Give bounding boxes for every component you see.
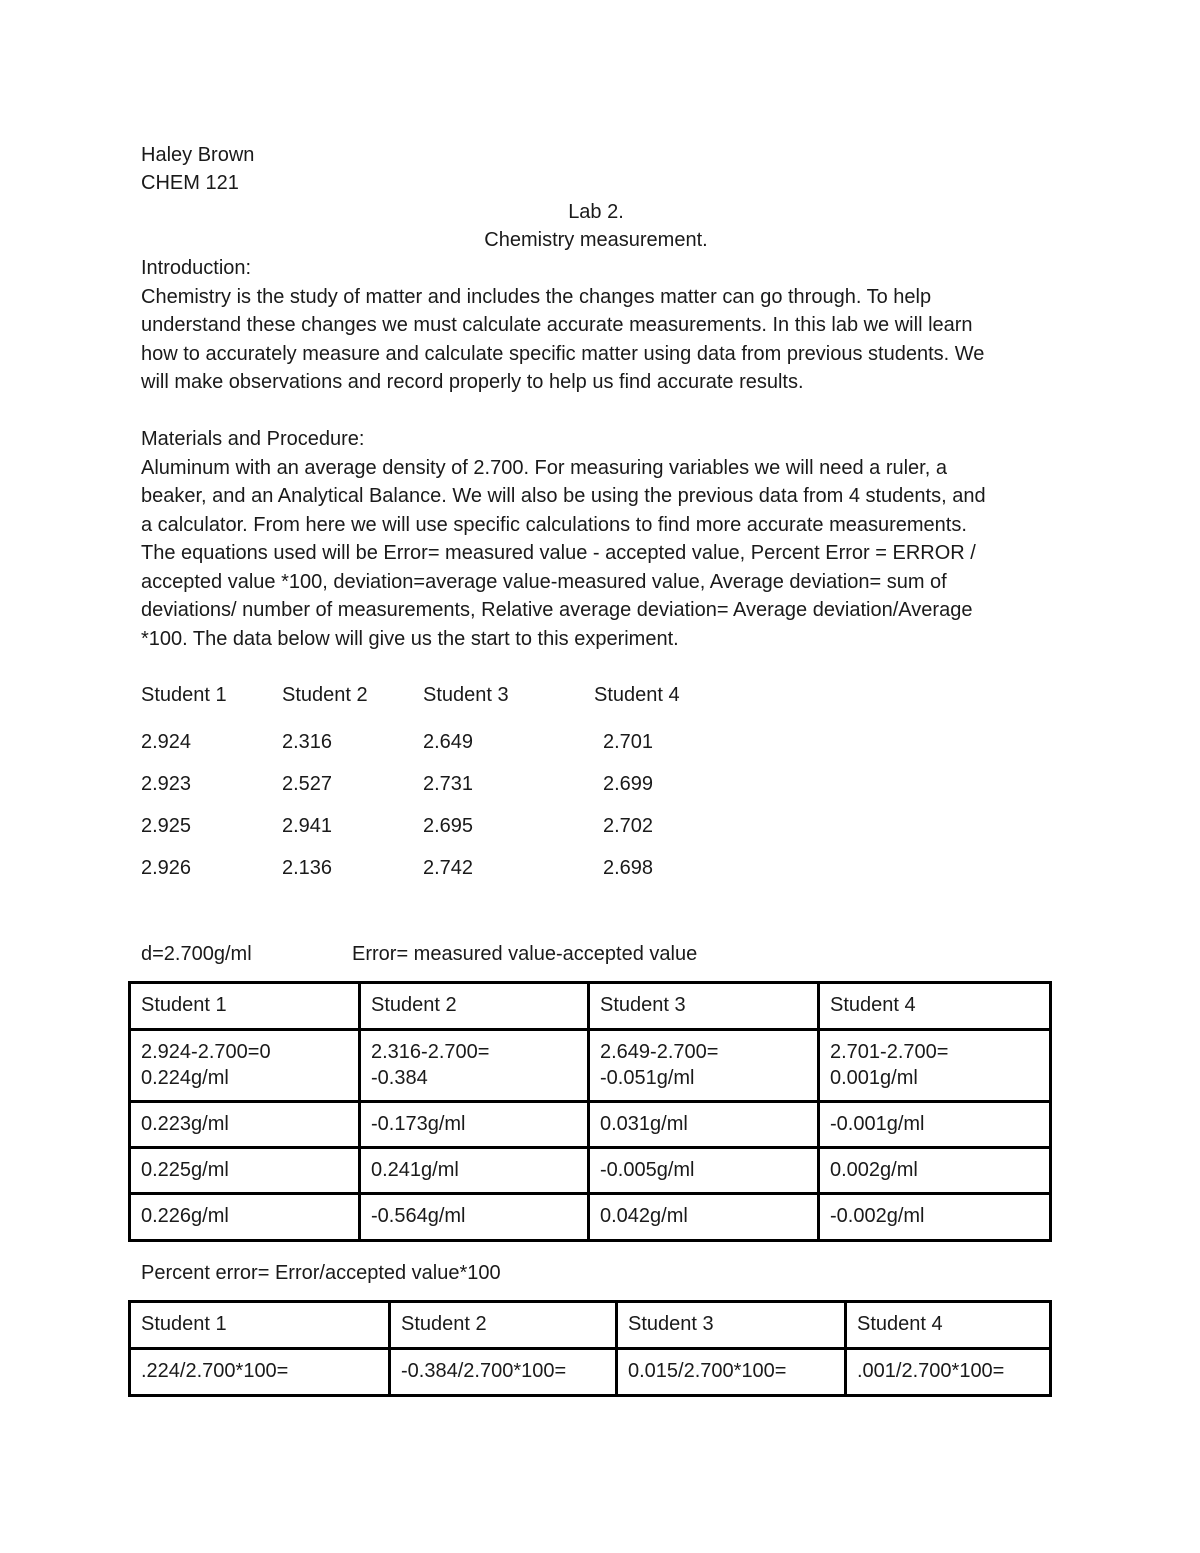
table-header-cell: Student 1: [130, 1302, 390, 1349]
table-cell: [130, 1030, 360, 1102]
cell-line: -0.051g/ml: [600, 1067, 695, 1089]
table-cell: 0.031g/ml: [589, 1102, 819, 1148]
materials-heading: Materials and Procedure:: [141, 428, 365, 450]
intro-line: understand these changes we must calculate accurate measurements. In this lab we will learn: [141, 314, 973, 336]
table-cell: 0.002g/ml: [819, 1148, 1051, 1194]
table-cell: -0.001g/ml: [819, 1102, 1051, 1148]
table-header-cell: Student 4: [846, 1302, 1051, 1349]
table-cell: -0.384/2.700*100=: [390, 1349, 617, 1396]
table-header-cell: Student 3: [589, 983, 819, 1030]
course-code: CHEM 121: [141, 172, 239, 194]
raw-cell: 2.702: [603, 815, 654, 837]
cell-line: 0.001g/ml: [830, 1067, 918, 1089]
raw-cell: 2.701: [603, 731, 654, 753]
table-cell: -0.002g/ml: [819, 1194, 1051, 1241]
table-row: [130, 1102, 1051, 1148]
raw-header: Student 2: [282, 684, 368, 706]
table-cell: [360, 1030, 589, 1102]
raw-header: Student 1: [141, 684, 227, 706]
error-table: [128, 981, 1052, 1242]
intro-line: will make observations and record properly to help us find accurate results.: [141, 371, 804, 393]
raw-header: Student 3: [423, 684, 509, 706]
table-cell: [819, 1030, 1051, 1102]
materials-line: The equations used will be Error= measured value - accepted value, Percent Error = ERROR /: [141, 542, 976, 564]
table-cell: [589, 1030, 819, 1102]
cell-line: 2.924-2.700=0: [141, 1041, 271, 1063]
raw-cell: 2.316: [282, 731, 333, 753]
cell-line: -0.384: [371, 1067, 428, 1089]
raw-cell: 2.695: [423, 815, 474, 837]
table-header-cell: Student 1: [130, 983, 360, 1030]
raw-cell: 2.699: [603, 773, 654, 795]
materials-line: accepted value *100, deviation=average value-measured value, Average deviation= sum of: [141, 571, 947, 593]
raw-cell: 2.926: [141, 857, 192, 879]
raw-cell: 2.136: [282, 857, 333, 879]
materials-line: Aluminum with an average density of 2.700. For measuring variables we will need a ruler, a: [141, 457, 947, 479]
table-cell: 0.241g/ml: [360, 1148, 589, 1194]
raw-cell: 2.925: [141, 815, 192, 837]
raw-cell: 2.731: [423, 773, 474, 795]
table-header-cell: Student 2: [360, 983, 589, 1030]
table-header-cell: Student 4: [819, 983, 1051, 1030]
materials-line: deviations/ number of measurements, Relative average deviation= Average deviation/Average: [141, 599, 973, 621]
table-cell: -0.173g/ml: [360, 1102, 589, 1148]
raw-header: Student 4: [594, 684, 680, 706]
cell-line: 2.701-2.700=: [830, 1041, 949, 1063]
table-cell: 0.226g/ml: [130, 1194, 360, 1241]
raw-cell: 2.649: [423, 731, 474, 753]
table-header-cell: Student 3: [617, 1302, 846, 1349]
raw-cell: 2.742: [423, 857, 474, 879]
cell-line: 2.649-2.700=: [600, 1041, 719, 1063]
table-cell: -0.005g/ml: [589, 1148, 819, 1194]
table-cell: .001/2.700*100=: [846, 1349, 1051, 1396]
raw-cell: 2.924: [141, 731, 192, 753]
table-cell: 0.225g/ml: [130, 1148, 360, 1194]
cell-line: 2.316-2.700=: [371, 1041, 490, 1063]
cell-line: 0.224g/ml: [141, 1067, 229, 1089]
lab-subtitle: Chemistry measurement.: [484, 229, 708, 251]
percent-formula-label: Percent error= Error/accepted value*100: [141, 1262, 501, 1284]
table-row: [130, 1148, 1051, 1194]
table-cell: 0.223g/ml: [130, 1102, 360, 1148]
density-label: d=2.700g/ml: [141, 943, 252, 965]
table-header-cell: Student 2: [390, 1302, 617, 1349]
intro-heading: Introduction:: [141, 257, 252, 279]
materials-line: a calculator. From here we will use specific calculations to find more accurate measurements.: [141, 514, 967, 536]
table-cell: 0.042g/ml: [589, 1194, 819, 1241]
raw-cell: 2.527: [282, 773, 333, 795]
table-row: [130, 1194, 1051, 1241]
table-cell: -0.564g/ml: [360, 1194, 589, 1241]
table-header-row: [130, 983, 1051, 1030]
intro-line: how to accurately measure and calculate specific matter using data from previous students. We: [141, 343, 985, 365]
table-row: [130, 1349, 1051, 1396]
table-cell: 0.015/2.700*100=: [617, 1349, 846, 1396]
table-row: [130, 1030, 1051, 1102]
table-cell: .224/2.700*100=: [130, 1349, 390, 1396]
materials-line: *100. The data below will give us the start to this experiment.: [141, 628, 679, 650]
lab-title: Lab 2.: [568, 201, 624, 223]
table-header-row: [130, 1302, 1051, 1349]
raw-cell: 2.698: [603, 857, 654, 879]
raw-cell: 2.923: [141, 773, 192, 795]
error-formula-label: Error= measured value-accepted value: [352, 943, 698, 965]
materials-line: beaker, and an Analytical Balance. We will also be using the previous data from 4 students, and: [141, 485, 986, 507]
raw-cell: 2.941: [282, 815, 333, 837]
intro-line: Chemistry is the study of matter and includes the changes matter can go through. To help: [141, 286, 932, 308]
percent-error-table: [128, 1300, 1052, 1397]
author-name: Haley Brown: [141, 144, 255, 166]
